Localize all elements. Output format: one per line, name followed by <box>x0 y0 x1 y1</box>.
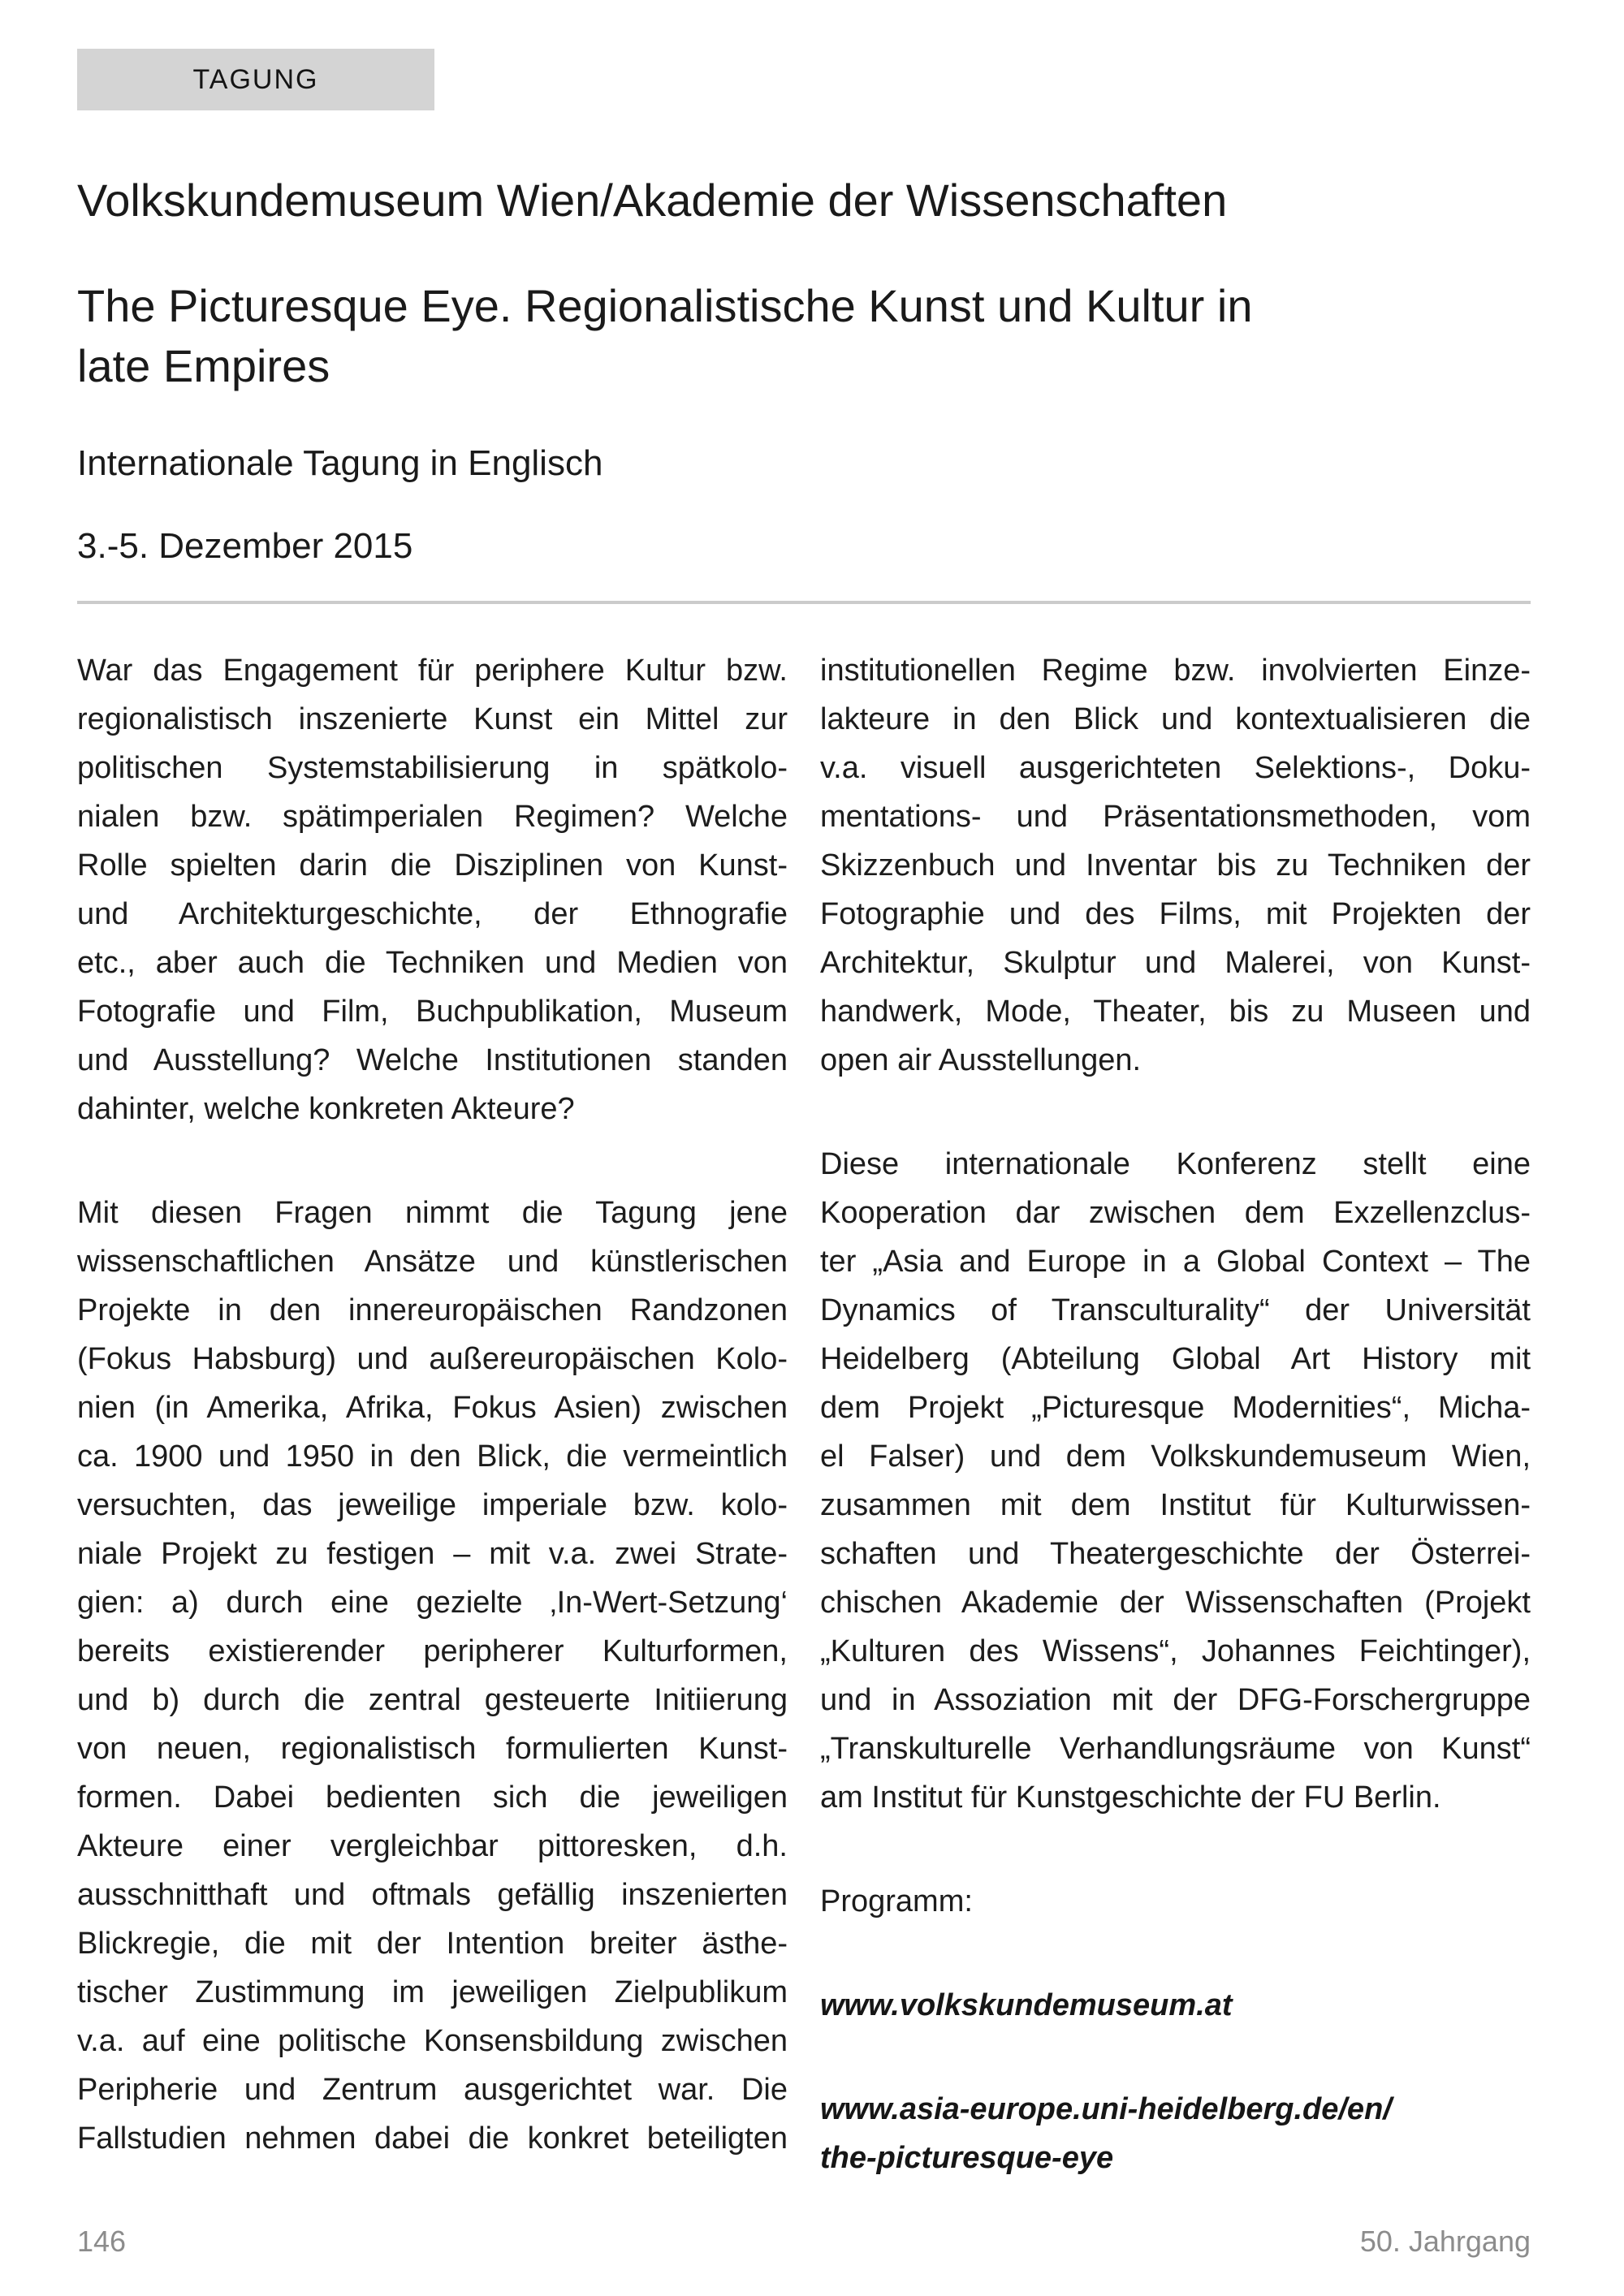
volume-label: 50. Jahrgang <box>1359 2225 1531 2258</box>
category-label <box>77 49 434 110</box>
link-asia-europe[interactable]: www.asia-europe.uni-heidelberg.de/en/ the-picturesque-eye <box>820 2092 1392 2175</box>
divider <box>77 601 1531 604</box>
conference-language: Internationale Tagung in Englisch <box>77 443 603 483</box>
page-number: 146 <box>77 2225 127 2258</box>
paragraph-1: War das Engagement für periphere Kultur bzw. regionalistisch inszenierte Kunst ein Mittel zur politischen Systemstabilisierung in spätkolo- nialen bzw. spätimperialen Regimen? Welche Rolle spielten darin die Disziplinen von Kunst- und Architekturgeschichte, der Ethnografie etc., aber auch die Techniken und Medien von Fotografie und Film, Buchpublikation, Museum und Ausstellung? Welche Institutionen standen dahinter, welche konkreten Akteure? <box>77 654 788 1126</box>
link-volkskundemuseum[interactable]: www.volkskundemuseum.at <box>820 1988 1233 2022</box>
article-body <box>77 646 1531 2238</box>
article-subtitle: The Picturesque Eye. Regionalistische Kunst und Kultur in late Empires <box>77 280 1253 391</box>
paragraph-2: Mit diesen Fragen nimmt die Tagung jene wissenschaftlichen Ansätze und künstlerischen Projekte in den innereuropäischen Randzonen (Fokus Habsburg) und außereuropäischen Kolo- nien (in Amerika, Afrika, Fokus Asien) zwischen ca. 1900 und 1950 in den Blick, die vermeintlich versuchten, das jeweilige imperiale bzw. kolo- niale Projekt zu festigen – mit v.a. zwei Strate- gien: a) durch eine gezielte ‚In-Wert-Setzung‘ bereits existierender peripherer Kulturformen, und b) durch die zentral gesteuerte Initiierung von neuen, regionalistisch formulierten Kunst- formen. Dabei bedienten sich die jeweiligen Akteure einer vergleichbar pittoresken, d.h. ausschnitthaft und oftmals gefällig inszenierten Blickregie, die mit der Intention breiter ästhe- tischer Zustimmung im jeweiligen Zielpublikum v.a. auf eine politische Konsensbildung zwischen Peripherie und Zentrum ausgerichtet war. Die Fallstudien nehmen dabei die konkret beteiligten <box>77 1196 788 2156</box>
paragraph-4: Diese internationale Konferenz stellt eine Kooperation dar zwischen dem Exzellenzclus- ter „Asia and Europe in a Global Context – The Dynamics of Transculturality“ der Universität Heidelberg (Abteilung Global Art History mit dem Projekt „Picturesque Modernities“, Micha- el Falser) und dem Volkskundemuseum Wien, zusammen mit dem Institut für Kulturwissen- schaften und Theatergeschichte der Österrei- chischen Akademie der Wissenschaften (Projekt „Kulturen des Wissens“, Johannes Feichtinger), und in Assoziation mit der DFG-Forschergruppe „Transkulturelle Verhandlungsräume von Kunst“ am Institut für Kunstgeschichte der FU Berlin. <box>820 1147 1531 1815</box>
conference-date: 3.-5. Dezember 2015 <box>77 526 413 566</box>
page-content <box>77 0 1531 2238</box>
footer <box>77 2224 1531 2259</box>
left-column <box>77 646 788 2238</box>
program-label: Programm: <box>820 1884 973 1918</box>
paragraph-3: institutionellen Regime bzw. involvierten Einze- lakteure in den Blick und kontextualisieren die v.a. visuell ausgerichteten Selektions-, Doku- mentations- und Präsentationsmethoden, vom Skizzenbuch und Inventar bis zu Techniken der Fotographie und des Films, mit Projekten der Architektur, Skulptur und Malerei, von Kunst- handwerk, Mode, Theater, bis zu Museen und open air Ausstellungen. <box>820 654 1531 1077</box>
right-column <box>820 646 1531 2238</box>
category-label-text: TAGUNG <box>192 63 319 95</box>
article-title: Volkskundemuseum Wien/Akademie der Wissenschaften <box>77 175 1228 226</box>
